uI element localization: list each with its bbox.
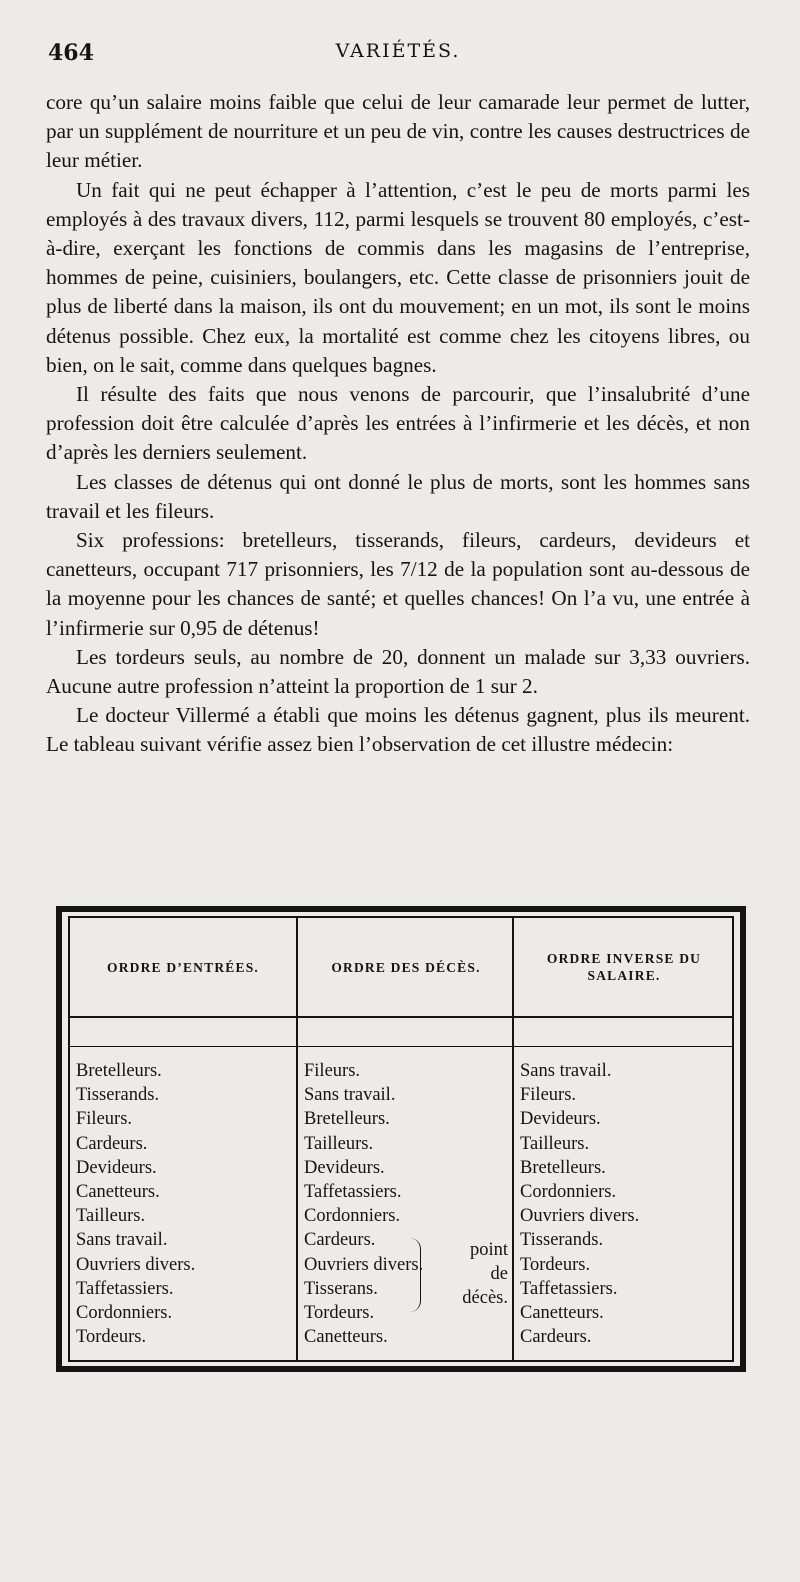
list-item: Cardeurs. [520, 1327, 592, 1348]
column-header: ORDRE DES DÉCÈS. [298, 918, 514, 1018]
list-item: Tordeurs. [76, 1327, 147, 1348]
list-item: Devideurs. [520, 1109, 601, 1130]
list-item: Sans travail. [304, 1085, 396, 1106]
list-item: Devideurs. [304, 1157, 385, 1178]
header-spacer [298, 1018, 514, 1047]
body-text [46, 88, 750, 760]
entries-list [70, 1047, 296, 1349]
list-item: Tordeurs. [304, 1303, 375, 1324]
list-item: Taffetassiers. [304, 1182, 402, 1203]
paragraph: core qu’un salaire moins faible que celui de leur camarade leur permet de lutter, par un supplément de nourriture et un peu de vin, contre les causes destructrices de leur métier. [46, 90, 750, 173]
table-frame [68, 916, 734, 1362]
table-column-salary [512, 918, 734, 1360]
list-item: Bretelleurs. [76, 1061, 162, 1081]
list-item: Tailleurs. [304, 1133, 374, 1154]
brace-label [424, 1238, 510, 1311]
list-item: Tordeurs. [520, 1254, 591, 1275]
paragraph: Six professions: bretelleurs, tisserands, fileurs, cardeurs, devideurs et canetteurs, occupant 717 prisonniers, les 7/12 de la population sont au-dessous de la moyenne pour les chances de santé; et quelles chances! On l’a vu, une entrée à l’infirmerie sur 0,95 de détenus! [46, 528, 750, 640]
paragraph: Les tordeurs seuls, au nombre de 20, donnent un malade sur 3,33 ouvriers. Aucune autre profession n’atteint la proportion de 1 sur 2. [46, 644, 750, 699]
brace-label-line: de [490, 1264, 508, 1285]
list-item: Bretelleurs. [520, 1157, 606, 1178]
list-item: Ouvriers divers. [520, 1206, 640, 1227]
list-item: Sans travail. [520, 1061, 612, 1081]
list-item: Cardeurs. [304, 1230, 376, 1251]
column-header: ORDRE D’ENTRÉES. [70, 918, 296, 1018]
list-item: Canetteurs. [520, 1303, 604, 1324]
no-deaths-brace [410, 1238, 510, 1312]
list-item: Canetteurs. [304, 1327, 388, 1348]
list-item: Bretelleurs. [304, 1109, 390, 1130]
list-item: Cordonniers. [304, 1206, 401, 1227]
header-spacer [514, 1018, 734, 1047]
list-item: Tisserands. [520, 1230, 604, 1251]
column-header: ORDRE INVERSE DU SALAIRE. [514, 918, 734, 1018]
list-item: Tisserans. [304, 1278, 378, 1299]
list-item: Canetteurs. [76, 1182, 160, 1203]
list-item: Tailleurs. [520, 1133, 590, 1154]
paragraph: Le docteur Villermé a établi que moins les détenus gagnent, plus ils meurent. Le tableau suivant vérifie assez bien l’observation de cet illustre médecin: [46, 703, 750, 757]
paragraph: Il résulte des faits que nous venons de parcourir, que l’insalubrité d’une profession doit être calculée d’après les entrées à l’infirmerie et les décès, et non d’après les derniers seulement. [46, 382, 750, 465]
list-item: Fileurs. [304, 1061, 361, 1081]
table-column-deaths [296, 918, 514, 1360]
paragraph: Un fait qui ne peut échapper à l’attention, c’est le peu de morts parmi les employés à des travaux divers, 112, parmi lesquels se trouvent 80 employés, c’est-à-dire, exerçant les fonctions de commis dans les magasins de l’entreprise, hommes de peine, cuisiniers, boulangers, etc. Cette classe de prisonniers jouit de plus de liberté dans la maison, ils ont du mouvement; en un mot, ils sont le moins détenus possible. Chez eux, la mortalité est comme chez les citoyens libres, ou bien, on le sait, comme dans quelques bagnes. [46, 177, 750, 377]
page-header [48, 40, 748, 70]
brace-label-line: point [469, 1240, 508, 1260]
list-item: Ouvriers divers. [76, 1254, 196, 1275]
list-item: Tailleurs. [76, 1206, 146, 1227]
list-item: Taffetassiers. [76, 1278, 174, 1299]
list-item: Fileurs. [76, 1109, 133, 1130]
page-number: 464 [48, 40, 94, 66]
paragraph: Les classes de détenus qui ont donné le plus de morts, sont les hommes sans travail et les fileurs. [46, 469, 750, 523]
list-item: Taffetassiers. [520, 1278, 618, 1299]
list-item: Tisserands. [76, 1085, 160, 1106]
comparison-table [56, 906, 746, 1372]
header-spacer [70, 1018, 296, 1047]
table-column-entries [70, 918, 296, 1360]
list-item: Devideurs. [76, 1157, 157, 1178]
list-item: Ouvriers divers. [304, 1254, 424, 1275]
list-item: Cordonniers. [520, 1182, 617, 1203]
list-item: Sans travail. [76, 1230, 168, 1251]
list-item: Fileurs. [520, 1085, 577, 1106]
list-item: Cordonniers. [76, 1303, 173, 1324]
brace-label-line: décès. [462, 1288, 508, 1309]
list-item: Cardeurs. [76, 1133, 148, 1154]
running-title: VARIÉTÉS. [335, 40, 461, 62]
brace-icon [410, 1238, 421, 1312]
salary-list [514, 1047, 734, 1349]
